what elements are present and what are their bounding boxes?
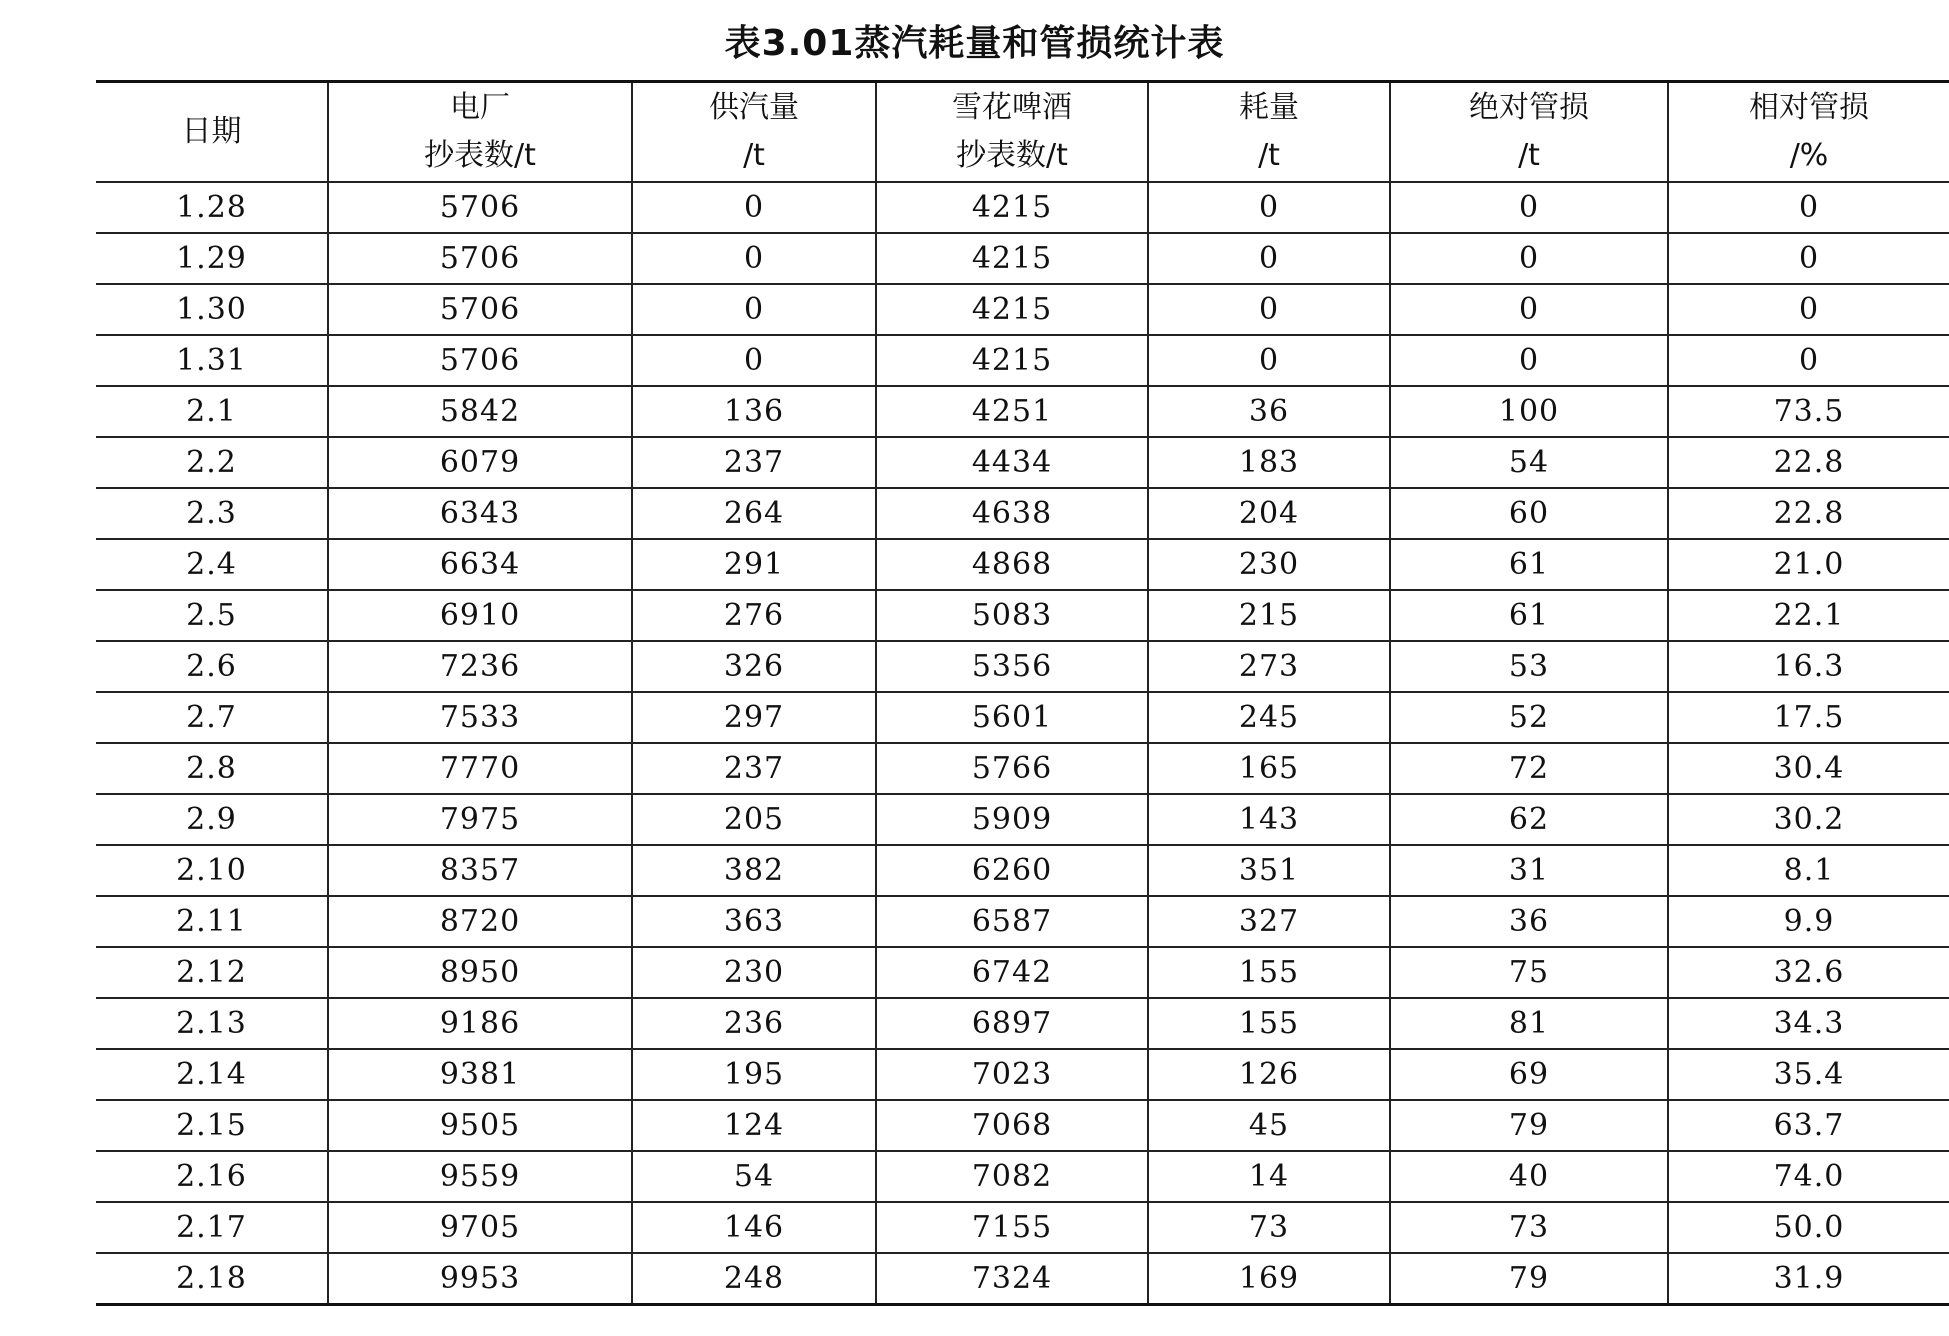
table-cell: 73.5: [1668, 386, 1949, 437]
table-cell: 31.9: [1773, 1261, 1845, 1296]
table-cell: 61: [1390, 590, 1668, 641]
table-cell: 30.2: [1668, 794, 1949, 845]
table-cell: 7082: [876, 1151, 1148, 1202]
table-cell: 22.8: [1668, 488, 1949, 539]
table-cell: 1.31: [96, 335, 328, 386]
table-cell: 32.6: [1668, 947, 1949, 998]
table-cell: 6634: [328, 539, 632, 590]
table-cell: 30.4: [1668, 743, 1949, 794]
table-cell: 230: [1148, 539, 1390, 590]
table-cell: 382: [632, 845, 876, 896]
table-cell: 5083: [876, 590, 1148, 641]
table-cell: 0: [1148, 233, 1390, 284]
table-cell: 237: [632, 743, 876, 794]
column-header-title: 相对管损: [1749, 90, 1869, 125]
column-header-unit: 抄表数/t: [424, 138, 536, 173]
table-cell: 72: [1390, 743, 1668, 794]
table-cell: 17.5: [1668, 692, 1949, 743]
table-cell: 7770: [328, 743, 632, 794]
table-row: [96, 590, 1949, 641]
column-header-unit: /t: [1258, 138, 1280, 173]
column-header-title: 日期: [181, 114, 242, 149]
table-cell: 54: [632, 1151, 876, 1202]
table-row: [96, 284, 1949, 335]
table-cell: 9381: [328, 1049, 632, 1100]
table-cell: 230: [632, 947, 876, 998]
table-row: [96, 641, 1949, 692]
table-cell: 2.6: [96, 641, 328, 692]
table-cell: 63.7: [1668, 1100, 1949, 1151]
table-cell: 5842: [328, 386, 632, 437]
table-cell: 155: [1148, 947, 1390, 998]
column-header-title: 电厂: [450, 90, 510, 125]
table-row: [96, 1100, 1949, 1151]
table-cell: 5766: [876, 743, 1148, 794]
table-cell: 22.8: [1668, 437, 1949, 488]
table-cell: 73: [1390, 1202, 1668, 1253]
table-cell: 73: [1148, 1202, 1390, 1253]
table-cell: 273: [1148, 641, 1390, 692]
column-header: [632, 82, 876, 183]
table-cell: 8357: [328, 845, 632, 896]
table-cell: 195: [632, 1049, 876, 1100]
table-cell: 2.8: [96, 743, 328, 794]
table-row: [96, 1049, 1949, 1100]
table-row: [96, 1253, 1949, 1305]
table-cell: 5706: [328, 233, 632, 284]
table-cell: 245: [1148, 692, 1390, 743]
table-cell: 21.0: [1668, 539, 1949, 590]
table-row: [96, 182, 1949, 233]
table-cell: 2.17: [96, 1202, 328, 1253]
table-cell: 0: [632, 335, 876, 386]
table-cell: 9953: [328, 1253, 632, 1305]
table-cell: 4638: [876, 488, 1148, 539]
table-cell: 40: [1390, 1151, 1668, 1202]
table-cell: 6587: [876, 896, 1148, 947]
table-cell: 8950: [328, 947, 632, 998]
column-header-unit: /t: [1518, 138, 1540, 173]
table-cell: 36: [1390, 896, 1668, 947]
table-cell: 7533: [328, 692, 632, 743]
table-cell: 5706: [328, 182, 632, 233]
table-title: 表3.01蒸汽耗量和管损统计表: [724, 23, 1225, 64]
table-cell: 22.1: [1668, 590, 1949, 641]
table-cell: 2.3: [96, 488, 328, 539]
table-cell: 351: [1148, 845, 1390, 896]
table-cell: 363: [632, 896, 876, 947]
table-cell: 6742: [876, 947, 1148, 998]
table-cell: 248: [632, 1253, 876, 1305]
table-cell: 5706: [328, 284, 632, 335]
table-cell: 8720: [328, 896, 632, 947]
table-cell: 0: [1390, 233, 1668, 284]
table-row: [96, 1151, 1949, 1202]
table-cell: 2.5: [96, 590, 328, 641]
table-cell: 2.1: [96, 386, 328, 437]
table-cell: 0: [632, 284, 876, 335]
column-header-unit: /t: [743, 138, 765, 173]
table-cell: 136: [632, 386, 876, 437]
table-cell: 291: [632, 539, 876, 590]
table-cell: 7975: [328, 794, 632, 845]
table-body: [96, 182, 1949, 1305]
table-row: [96, 1202, 1949, 1253]
table-cell: 9505: [328, 1100, 632, 1151]
table-cell: 2.14: [96, 1049, 328, 1100]
table-cell: 2.12: [96, 947, 328, 998]
table-cell: 183: [1148, 437, 1390, 488]
table-cell: 0: [1390, 335, 1668, 386]
table-cell: 52: [1390, 692, 1668, 743]
column-header: [96, 82, 328, 183]
table-cell: 1.28: [96, 182, 328, 233]
table-row: [96, 794, 1949, 845]
table-cell: 143: [1148, 794, 1390, 845]
table-cell: 2.10: [96, 845, 328, 896]
table-cell: 81: [1390, 998, 1668, 1049]
table-cell: 9.9: [1668, 896, 1949, 947]
table-cell: 2.4: [96, 539, 328, 590]
table-cell: 146: [632, 1202, 876, 1253]
table-cell: 6897: [876, 998, 1148, 1049]
table-row: [96, 896, 1949, 947]
table-cell: 297: [632, 692, 876, 743]
table-cell: 16.3: [1668, 641, 1949, 692]
table-cell: 327: [1148, 896, 1390, 947]
table-cell: 4215: [876, 233, 1148, 284]
table-cell: 2.7: [96, 692, 328, 743]
table-cell: 204: [1148, 488, 1390, 539]
table-cell: 276: [632, 590, 876, 641]
table-cell: 5909: [876, 794, 1148, 845]
column-header-title: 耗量: [1239, 90, 1299, 125]
table-cell: 169: [1148, 1253, 1390, 1305]
table-cell: 2.2: [96, 437, 328, 488]
header-row: [96, 82, 1949, 183]
table-cell: 60: [1390, 488, 1668, 539]
table-cell: 237: [632, 437, 876, 488]
table-cell: 0: [1668, 335, 1949, 386]
table-cell: 74.0: [1668, 1151, 1949, 1202]
table-cell: 7023: [876, 1049, 1148, 1100]
table-row: [96, 743, 1949, 794]
table-cell: 205: [632, 794, 876, 845]
table-cell: 2.9: [96, 794, 328, 845]
table-row: [96, 998, 1949, 1049]
table-row: [96, 233, 1949, 284]
table-cell: 0: [1668, 233, 1949, 284]
table-cell: 53: [1390, 641, 1668, 692]
table-cell: 215: [1148, 590, 1390, 641]
table-cell: 36: [1148, 386, 1390, 437]
table-cell: 35.4: [1668, 1049, 1949, 1100]
table-row: [96, 539, 1949, 590]
table-cell: 2.11: [96, 896, 328, 947]
table-cell: 4868: [876, 539, 1148, 590]
table-cell: 6260: [876, 845, 1148, 896]
table-cell: 0: [1148, 182, 1390, 233]
table-cell: 0: [1668, 182, 1949, 233]
table-cell: 5601: [876, 692, 1148, 743]
table-cell: 326: [632, 641, 876, 692]
table-cell: 0: [1148, 284, 1390, 335]
table-header: [96, 82, 1949, 183]
table-cell: 7324: [876, 1253, 1148, 1305]
table-cell: 2.18: [96, 1253, 328, 1305]
table-cell: 0: [1390, 284, 1668, 335]
table-cell: 75: [1390, 947, 1668, 998]
table-cell: 0: [632, 233, 876, 284]
table-cell: 6343: [328, 488, 632, 539]
column-header: [1668, 82, 1949, 183]
table-row: [96, 845, 1949, 896]
table-cell: 1.30: [96, 284, 328, 335]
table-cell: 5356: [876, 641, 1148, 692]
table-cell: 100: [1390, 386, 1668, 437]
table-cell: 9705: [328, 1202, 632, 1253]
table-cell: 62: [1390, 794, 1668, 845]
table-cell: 6910: [328, 590, 632, 641]
table-cell: 155: [1148, 998, 1390, 1049]
column-header-unit: /%: [1789, 138, 1829, 173]
table-cell: 236: [632, 998, 876, 1049]
table-cell: 2.16: [96, 1151, 328, 1202]
table-cell: 1.29: [96, 233, 328, 284]
table-cell: 4251: [876, 386, 1148, 437]
table-cell: 7068: [876, 1100, 1148, 1151]
table-cell: 0: [1668, 284, 1949, 335]
table-cell: 54: [1390, 437, 1668, 488]
table-cell: 31: [1390, 845, 1668, 896]
table-cell: 124: [632, 1100, 876, 1151]
table-cell: 79: [1390, 1253, 1668, 1305]
table-row: [96, 488, 1949, 539]
table-cell: 69: [1390, 1049, 1668, 1100]
table-cell: 126: [1148, 1049, 1390, 1100]
steam-statistics-table: [96, 80, 1949, 1306]
table-cell: 165: [1148, 743, 1390, 794]
table-cell: 45: [1148, 1100, 1390, 1151]
table-cell: 9186: [328, 998, 632, 1049]
table-cell: 4215: [876, 335, 1148, 386]
table-cell: 0: [1390, 182, 1668, 233]
column-header: [876, 82, 1148, 183]
table-cell: 0: [632, 182, 876, 233]
column-header: [1390, 82, 1668, 183]
table-row: [96, 947, 1949, 998]
table-cell: 61: [1390, 539, 1668, 590]
table-cell: 0: [1148, 335, 1390, 386]
table-cell: 79: [1390, 1100, 1668, 1151]
table-cell: 9559: [328, 1151, 632, 1202]
column-header-unit: 抄表数/t: [956, 138, 1068, 173]
table-row: [96, 386, 1949, 437]
table-cell: 34.3: [1668, 998, 1949, 1049]
table-cell: 4215: [876, 284, 1148, 335]
table-cell: 6079: [328, 437, 632, 488]
table-cell: 7236: [328, 641, 632, 692]
table-cell: 7155: [876, 1202, 1148, 1253]
table-cell: 4434: [876, 437, 1148, 488]
table-cell: 5706: [328, 335, 632, 386]
table-cell: 2.13: [96, 998, 328, 1049]
column-header-title: 雪花啤酒: [952, 90, 1072, 125]
table-cell: 2.15: [96, 1100, 328, 1151]
column-header: [1148, 82, 1390, 183]
table-cell: 4215: [876, 182, 1148, 233]
table-cell: 14: [1148, 1151, 1390, 1202]
table-row: [96, 335, 1949, 386]
column-header: [328, 82, 632, 183]
column-header-title: 绝对管损: [1469, 90, 1589, 125]
table-row: [96, 692, 1949, 743]
column-header-title: 供汽量: [709, 90, 799, 125]
table-cell: 8.1: [1668, 845, 1949, 896]
table-cell: 50.0: [1668, 1202, 1949, 1253]
table-row: [96, 437, 1949, 488]
table-cell: 264: [632, 488, 876, 539]
